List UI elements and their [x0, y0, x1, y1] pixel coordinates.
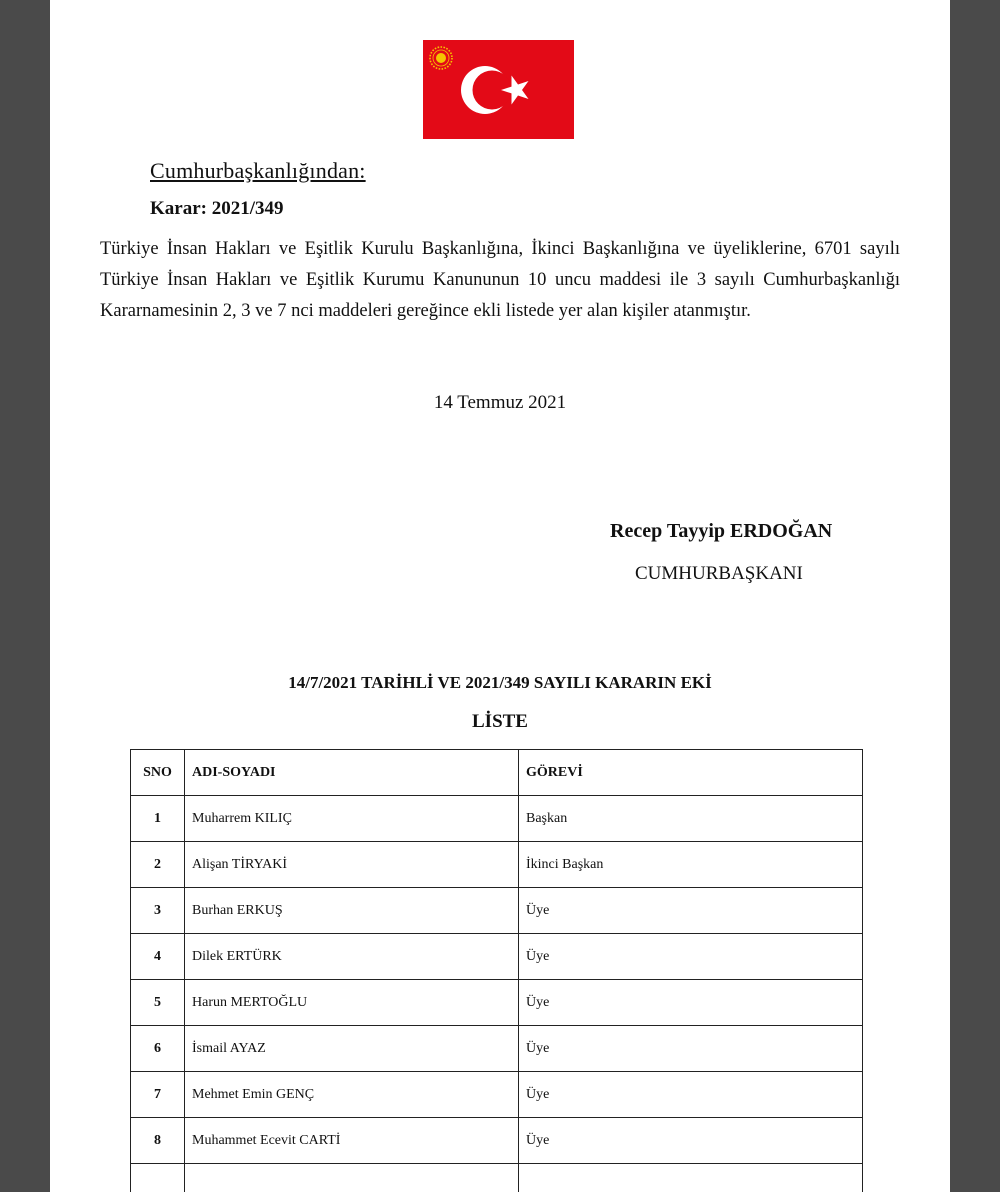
header-sno: SNO	[131, 750, 185, 796]
row-sno: 2	[131, 842, 185, 888]
row-name: Mehmet Emin GENÇ	[185, 1072, 519, 1118]
signer-title: CUMHURBAŞKANI	[635, 563, 803, 584]
annex-title: 14/7/2021 TARİHLİ VE 2021/349 SAYILI KARARIN EKİ	[288, 673, 712, 692]
header-role: GÖREVİ	[519, 750, 863, 796]
table-row	[131, 1118, 863, 1164]
row-role: Üye	[519, 1026, 863, 1072]
row-sno: 4	[131, 934, 185, 980]
appointee-table	[130, 749, 863, 1192]
issuer-heading: Cumhurbaşkanlığından:	[150, 158, 366, 183]
row-role: Başkan	[519, 796, 863, 842]
decision-number: Karar: 2021/349	[150, 198, 284, 219]
table-row	[131, 796, 863, 842]
row-name: Muhammet Ecevit CARTİ	[185, 1118, 519, 1164]
row-name: Harun MERTOĞLU	[185, 980, 519, 1026]
table-row	[131, 1026, 863, 1072]
table-row	[131, 980, 863, 1026]
row-sno: 5	[131, 980, 185, 1026]
table-header-row	[131, 750, 863, 796]
row-name: Dilek ERTÜRK	[185, 934, 519, 980]
row-sno: 7	[131, 1072, 185, 1118]
table-row	[131, 888, 863, 934]
row-role: Üye	[519, 1118, 863, 1164]
row-sno: 8	[131, 1118, 185, 1164]
table-row	[131, 1072, 863, 1118]
table-row-partial	[131, 1164, 863, 1192]
list-title: LİSTE	[472, 711, 528, 732]
row-role: Üye	[519, 1072, 863, 1118]
table-row	[131, 842, 863, 888]
row-role: İkinci Başkan	[519, 842, 863, 888]
row-role: Üye	[519, 934, 863, 980]
row-name: Alişan TİRYAKİ	[185, 842, 519, 888]
row-role: Üye	[519, 980, 863, 1026]
row-role: Üye	[519, 888, 863, 934]
decision-body: Türkiye İnsan Hakları ve Eşitlik Kurulu Başkanlığına, İkinci Başkanlığına ve üyeliklerine, 6701 sayılı Türkiye İnsan Hakları ve Eşitlik Kurumu Kanununun 10 uncu maddesi ile 3 sayılı Cumhurbaşkanlığı Kararnamesinin 2, 3 ve 7 nci maddeleri gereğince ekli listede yer alan kişiler atanmıştır.	[100, 239, 900, 321]
row-sno: 6	[131, 1026, 185, 1072]
signer-name: Recep Tayyip ERDOĞAN	[610, 520, 833, 542]
row-name: İsmail AYAZ	[185, 1026, 519, 1072]
row-sno: 1	[131, 796, 185, 842]
row-sno: 3	[131, 888, 185, 934]
row-name: Muharrem KILIÇ	[185, 796, 519, 842]
table-row	[131, 934, 863, 980]
row-name: Burhan ERKUŞ	[185, 888, 519, 934]
header-name: ADI-SOYADI	[185, 750, 519, 796]
document-page	[50, 0, 950, 1192]
turkish-flag-icon	[423, 40, 574, 139]
decision-date: 14 Temmuz 2021	[433, 392, 567, 413]
